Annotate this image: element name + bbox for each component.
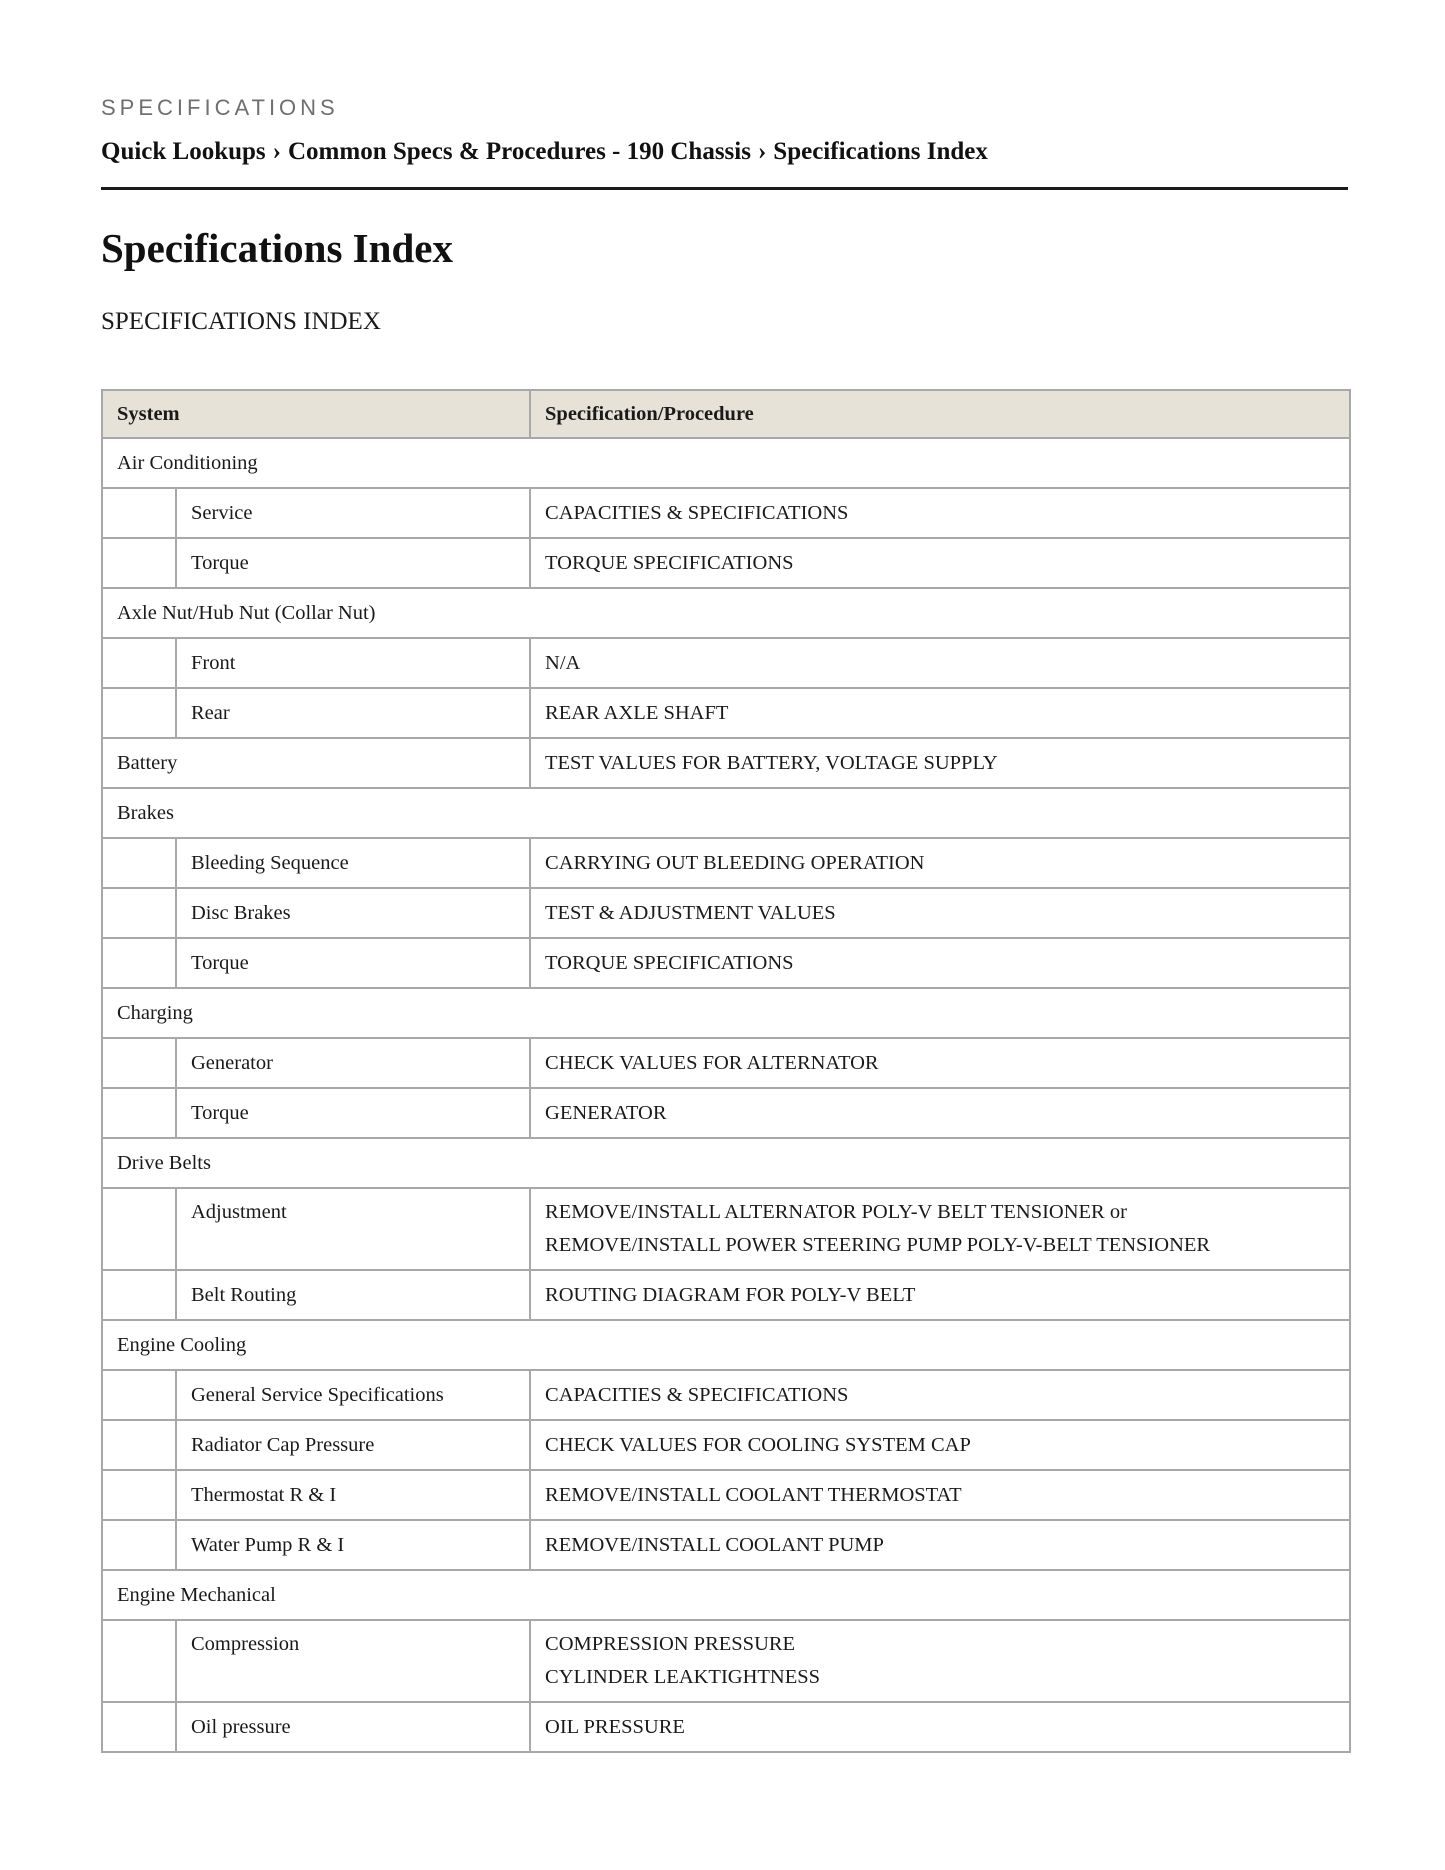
table-group-row	[102, 788, 1350, 838]
indent-cell	[102, 538, 176, 588]
indent-cell	[102, 488, 176, 538]
table-row	[102, 538, 1350, 588]
table-row	[102, 1470, 1350, 1520]
system-group-cell: Engine Mechanical	[102, 1570, 1350, 1620]
subsystem-cell: General Service Specifications	[176, 1370, 530, 1420]
table-group-row	[102, 1320, 1350, 1370]
indent-cell	[102, 888, 176, 938]
indent-cell	[102, 1270, 176, 1320]
specification-cell	[530, 1620, 1350, 1702]
subsystem-cell: Torque	[176, 938, 530, 988]
specification-cell	[530, 738, 1350, 788]
subsystem-cell: Thermostat R & I	[176, 1470, 530, 1520]
table-row	[102, 888, 1350, 938]
specification-link[interactable]: CYLINDER LEAKTIGHTNESS	[545, 1666, 821, 1688]
subsystem-cell: Radiator Cap Pressure	[176, 1420, 530, 1470]
indent-cell	[102, 1520, 176, 1570]
indent-cell	[102, 1470, 176, 1520]
table-row	[102, 938, 1350, 988]
specification-link[interactable]: CAPACITIES & SPECIFICATIONS	[545, 501, 849, 524]
specification-cell	[530, 1088, 1350, 1138]
subsystem-cell: Rear	[176, 688, 530, 738]
subsystem-cell: Bleeding Sequence	[176, 838, 530, 888]
breadcrumb-item-common-specs[interactable]: Common Specs & Procedures - 190 Chassis	[288, 138, 751, 165]
specification-cell	[530, 838, 1350, 888]
system-group-cell: Charging	[102, 988, 1350, 1038]
specification-cell	[530, 1702, 1350, 1752]
specification-cell	[530, 688, 1350, 738]
subsystem-cell: Torque	[176, 538, 530, 588]
indent-cell	[102, 638, 176, 688]
specification-cell	[530, 1370, 1350, 1420]
subsystem-cell: Oil pressure	[176, 1702, 530, 1752]
specification-link[interactable]: TEST & ADJUSTMENT VALUES	[545, 901, 836, 924]
column-header-system: System	[102, 390, 530, 438]
indent-cell	[102, 938, 176, 988]
table-row	[102, 1620, 1350, 1702]
subsystem-cell: Disc Brakes	[176, 888, 530, 938]
table-group-row	[102, 438, 1350, 488]
table-row	[102, 1270, 1350, 1320]
specification-link[interactable]: GENERATOR	[545, 1101, 667, 1124]
table-group-row	[102, 1570, 1350, 1620]
breadcrumb-separator: ›	[757, 138, 767, 165]
section-label: SPECIFICATIONS	[101, 95, 339, 120]
header-divider	[101, 187, 1348, 190]
subsystem-cell: Front	[176, 638, 530, 688]
table-row	[102, 1520, 1350, 1570]
specification-cell	[530, 1470, 1350, 1520]
system-group-cell: Drive Belts	[102, 1138, 1350, 1188]
table-row	[102, 488, 1350, 538]
specification-link[interactable]: CAPACITIES & SPECIFICATIONS	[545, 1383, 849, 1406]
indent-cell	[102, 688, 176, 738]
subsystem-cell: Torque	[176, 1088, 530, 1138]
specification-cell	[530, 1420, 1350, 1470]
subsystem-cell: Adjustment	[176, 1188, 530, 1270]
subsystem-cell: Generator	[176, 1038, 530, 1088]
specification-link[interactable]: COMPRESSION PRESSURE	[545, 1633, 796, 1655]
specification-link[interactable]: CHECK VALUES FOR COOLING SYSTEM CAP	[545, 1433, 971, 1456]
indent-cell	[102, 1620, 176, 1702]
indent-cell	[102, 838, 176, 888]
system-group-cell: Engine Cooling	[102, 1320, 1350, 1370]
table-row	[102, 1188, 1350, 1270]
table-row	[102, 1088, 1350, 1138]
specification-link[interactable]: REMOVE/INSTALL COOLANT PUMP	[545, 1533, 884, 1556]
page-subtitle: SPECIFICATIONS INDEX	[101, 308, 381, 335]
specification-link[interactable]: N/A	[545, 651, 581, 674]
table-row	[102, 1702, 1350, 1752]
table-body	[102, 438, 1350, 1752]
specifications-table	[101, 389, 1351, 1753]
specification-link[interactable]: TORQUE SPECIFICATIONS	[545, 551, 794, 574]
subsystem-cell: Belt Routing	[176, 1270, 530, 1320]
subsystem-cell: Service	[176, 488, 530, 538]
specification-link[interactable]: CHECK VALUES FOR ALTERNATOR	[545, 1051, 879, 1074]
indent-cell	[102, 1188, 176, 1270]
specification-link[interactable]: ROUTING DIAGRAM FOR POLY-V BELT	[545, 1283, 916, 1306]
specification-cell	[530, 488, 1350, 538]
specification-link[interactable]: REMOVE/INSTALL COOLANT THERMOSTAT	[545, 1483, 962, 1506]
table-row	[102, 688, 1350, 738]
specification-link[interactable]: REMOVE/INSTALL POWER STEERING PUMP POLY-V-BELT TENSIONER	[545, 1234, 1211, 1256]
specification-link[interactable]: CARRYING OUT BLEEDING OPERATION	[545, 851, 925, 874]
specification-cell	[530, 1188, 1350, 1270]
indent-cell	[102, 1370, 176, 1420]
specification-link[interactable]: TORQUE SPECIFICATIONS	[545, 951, 794, 974]
page-title: Specifications Index	[101, 225, 453, 271]
column-header-specification: Specification/Procedure	[530, 390, 1350, 438]
table-row	[102, 738, 1350, 788]
system-group-cell: Air Conditioning	[102, 438, 1350, 488]
breadcrumb-item-quick-lookups[interactable]: Quick Lookups	[101, 138, 266, 165]
table-row	[102, 1420, 1350, 1470]
indent-cell	[102, 1420, 176, 1470]
specification-cell	[530, 1270, 1350, 1320]
table-row	[102, 838, 1350, 888]
table-row	[102, 1038, 1350, 1088]
breadcrumb-item-current: Specifications Index	[773, 138, 988, 165]
specification-cell	[530, 1038, 1350, 1088]
table-row	[102, 638, 1350, 688]
table-header-row	[102, 390, 1350, 438]
subsystem-cell: Compression	[176, 1620, 530, 1702]
indent-cell	[102, 1702, 176, 1752]
specification-cell	[530, 888, 1350, 938]
subsystem-cell: Water Pump R & I	[176, 1520, 530, 1570]
system-cell: Battery	[102, 738, 530, 788]
system-group-cell: Axle Nut/Hub Nut (Collar Nut)	[102, 588, 1350, 638]
table-row	[102, 1370, 1350, 1420]
breadcrumb	[101, 138, 988, 166]
table-group-row	[102, 1138, 1350, 1188]
specification-cell	[530, 538, 1350, 588]
table-group-row	[102, 588, 1350, 638]
specification-link[interactable]: REMOVE/INSTALL ALTERNATOR POLY-V BELT TENSIONER or	[545, 1201, 1127, 1223]
breadcrumb-separator: ›	[272, 138, 281, 165]
specification-link[interactable]: TEST VALUES FOR BATTERY, VOLTAGE SUPPLY	[545, 751, 998, 774]
indent-cell	[102, 1088, 176, 1138]
table-group-row	[102, 988, 1350, 1038]
specification-cell	[530, 938, 1350, 988]
indent-cell	[102, 1038, 176, 1088]
specification-link[interactable]: REAR AXLE SHAFT	[545, 701, 729, 724]
specification-link[interactable]: OIL PRESSURE	[545, 1715, 685, 1738]
specification-cell	[530, 1520, 1350, 1570]
specification-cell	[530, 638, 1350, 688]
system-group-cell: Brakes	[102, 788, 1350, 838]
